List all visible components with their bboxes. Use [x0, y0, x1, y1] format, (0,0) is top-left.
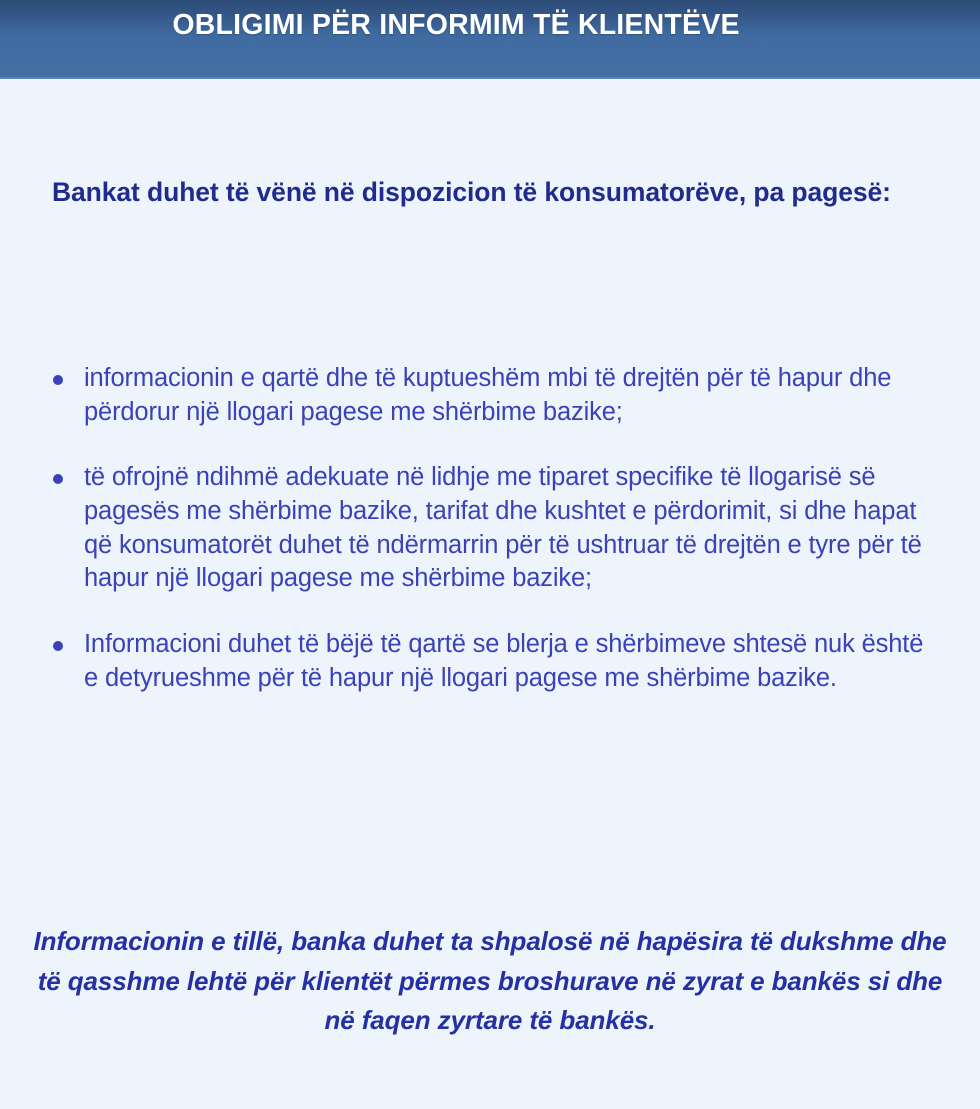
obligations-list [44, 362, 924, 695]
content-area [0, 79, 980, 1109]
list-item [44, 461, 924, 596]
intro-paragraph: Bankat duhet të vënë në dispozicion të konsumatorëve, pa pagesë: [52, 177, 891, 207]
bullet-dot-icon [53, 474, 63, 484]
bullet-dot-icon [53, 641, 63, 651]
list-item [44, 362, 924, 429]
header-banner [0, 0, 980, 79]
page-title: OBLIGIMI PËR INFORMIM TË KLIENTËVE [172, 9, 740, 41]
list-item-text: informacionin e qartë dhe të kuptueshëm mbi të drejtën për të hapur dhe përdorur një llogari pagese me shërbime bazike; [84, 364, 892, 426]
list-item-text: Informacioni duhet të bëjë të qartë se blerja e shërbimeve shtesë nuk është e detyrueshme për të hapur një llogari pagese me shërbime bazike. [84, 629, 924, 692]
closing-statement: Informacionin e tillë, banka duhet ta shpalosë në hapësira të dukshme dhe të qasshme lehtë për klientët përmes broshurave në zyrat e bankës si dhe në faqen zyrtare të bankës. [33, 926, 947, 1036]
list-item-text: të ofrojnë ndihmë adekuate në lidhje me tiparet specifike të llogarisë së pagesës me shërbime bazike, tarifat dhe kushtet e përdorimit, si dhe hapat që konsumatorët duhet të ndërmarrin për të ushtruar të drejtën e tyre për të hapur një llogari pagese me shërbime bazike; [84, 463, 922, 593]
bullet-dot-icon [53, 375, 63, 385]
list-item [44, 628, 924, 695]
